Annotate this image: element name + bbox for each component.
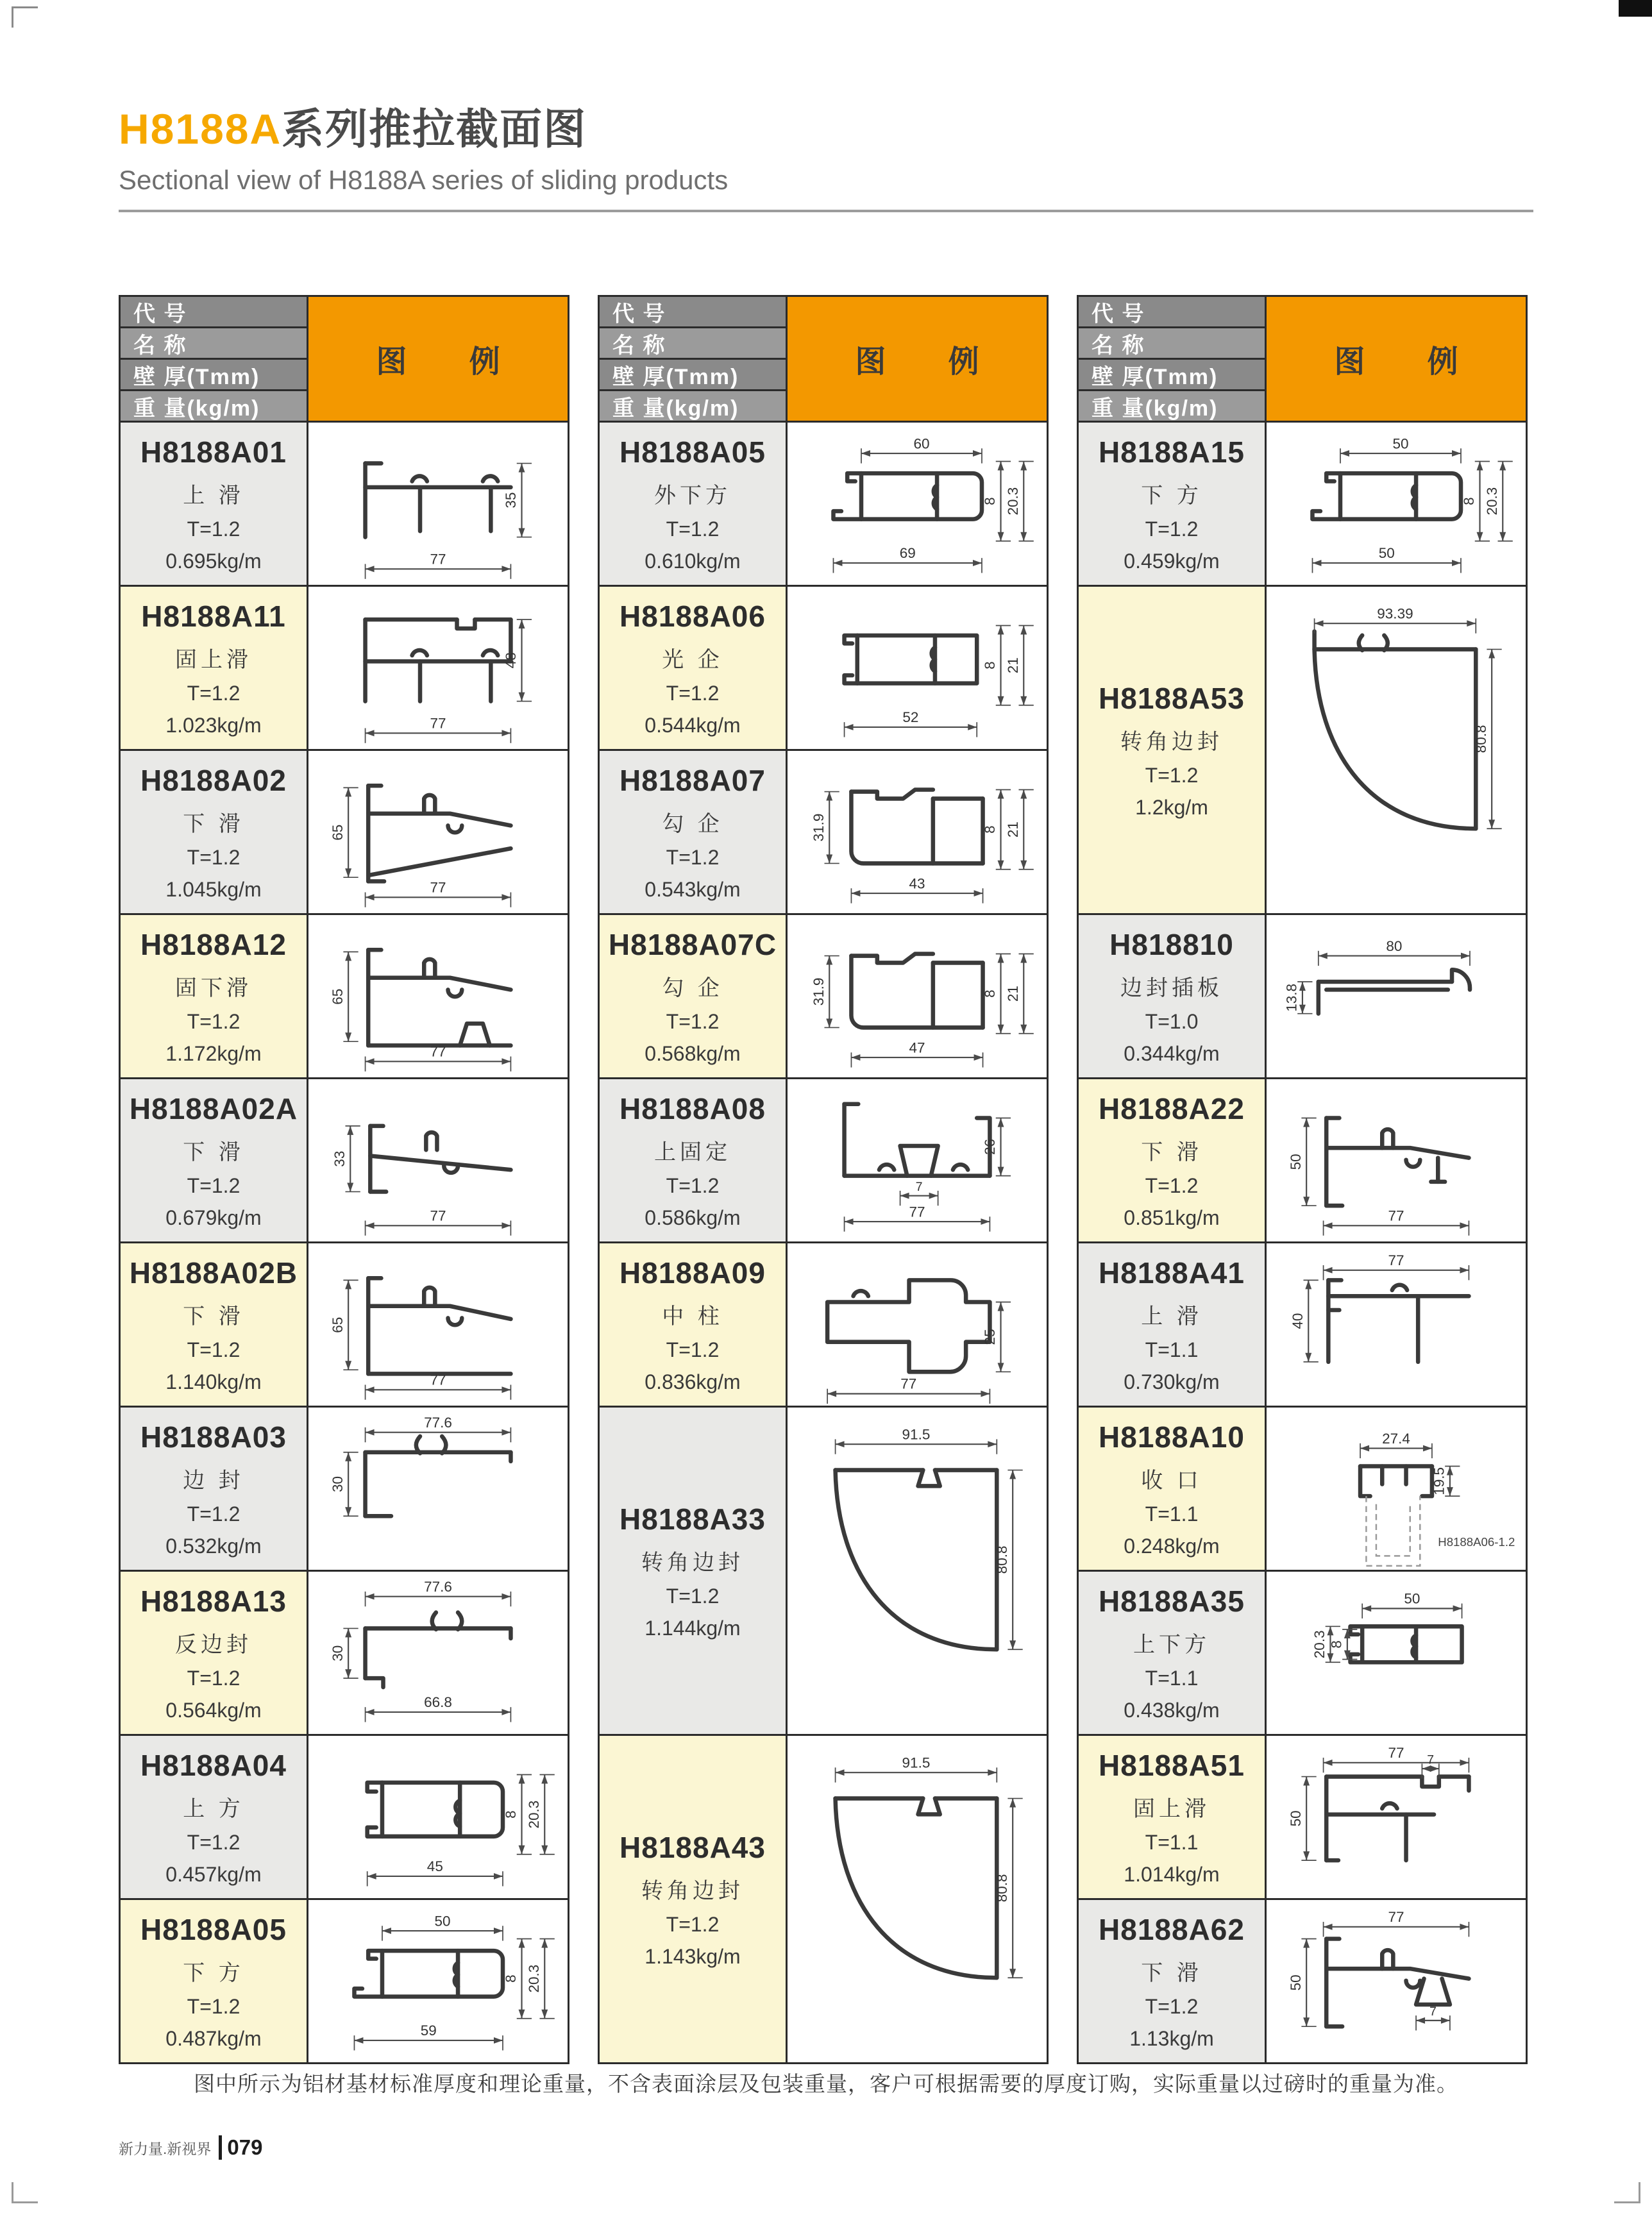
profile-diagram-cell [788,1243,1047,1406]
svg-text:77: 77 [900,1375,917,1392]
profile-diagram-cell [788,1408,1047,1734]
profile-diagram-cell [308,915,568,1077]
svg-text:26: 26 [982,1138,999,1156]
profile-drawing-H8188A53 [1267,587,1526,913]
svg-text:50: 50 [1287,1810,1304,1827]
profile-drawing-H8188A01 [308,423,568,585]
title-series-code: H8188A [119,105,282,153]
profile-drawing-H8188A10 [1267,1408,1526,1570]
profile-diagram-cell [308,1572,568,1734]
profile-name: 上 滑 [1141,1304,1202,1329]
svg-text:8: 8 [982,661,999,669]
profile-name: 中 柱 [662,1304,723,1329]
title-rest: 系列推拉截面图 [282,105,587,153]
profile-drawing-H8188A62 [1267,1900,1526,2062]
profile-diagram-cell [788,751,1047,913]
svg-text:19.5: 19.5 [1431,1467,1447,1495]
profile-label-cell [600,1736,786,2062]
profile-drawing-H8188A41 [1267,1243,1526,1406]
profile-drawing-H8188A13 [308,1572,568,1734]
svg-text:8: 8 [1328,1640,1345,1649]
profile-drawing-H8188A07C [788,915,1047,1077]
profile-label-cell [600,915,786,1077]
svg-text:77: 77 [430,715,446,732]
svg-text:7: 7 [1429,2005,1437,2019]
crop-mark-bottom-right [1614,2182,1640,2203]
profile-label-cell [121,1079,307,1241]
svg-text:91.5: 91.5 [902,1754,931,1771]
profile-weight: 0.438kg/m [1124,1698,1220,1722]
profile-drawing-H8188A02A [308,1079,568,1241]
svg-text:60: 60 [913,435,930,452]
svg-text:8: 8 [503,1974,519,1983]
profile-thickness: T=1.2 [1145,763,1199,787]
profile-thickness: T=1.2 [666,681,720,705]
profile-diagram-cell [308,587,568,749]
profile-code: H8188A07 [620,763,766,797]
profile-thickness: T=1.2 [187,1994,240,2018]
profile-thickness: T=1.2 [187,1666,240,1690]
profile-weight: 0.459kg/m [1124,549,1220,573]
profile-name: 外下方 [654,483,731,508]
svg-text:80.8: 80.8 [993,1545,1010,1574]
profile-label-cell [121,1900,307,2062]
profile-name: 反边封 [175,1632,252,1657]
profile-thickness: T=1.0 [1145,1009,1199,1033]
profile-code: H8188A13 [140,1584,287,1618]
profile-thickness: T=1.2 [187,1173,240,1197]
svg-text:50: 50 [1287,1154,1304,1170]
profile-drawing-H8188A08 [788,1079,1047,1241]
footer-brand: 新力量.新视界 [119,2140,212,2157]
profile-label-cell [600,423,786,585]
profile-thickness: T=1.2 [666,1584,720,1608]
svg-text:21: 21 [1004,657,1021,674]
header-cell-4: 重 量(kg/m) [600,391,786,421]
svg-text:27.4: 27.4 [1382,1430,1410,1447]
profile-diagram-cell [788,1736,1047,2062]
profile-code: H8188A35 [1099,1584,1245,1618]
footnote: 图中所示为铝材基材标准厚度和理论重量，不含表面涂层及包装重量，客户可根据需要的厚度订购，实际重量以过磅时的重量为准。 [194,2072,1458,2096]
profile-diagram-cell [1267,1243,1526,1406]
profile-code: H8188A12 [140,927,287,961]
profile-weight: 1.014kg/m [1124,1862,1220,1886]
profile-thickness: T=1.2 [187,1830,240,1854]
profile-thickness: T=1.1 [1145,1830,1199,1854]
profile-name: 光 企 [662,647,723,672]
svg-text:65: 65 [329,1316,346,1333]
profile-drawing-H8188A15 [1267,423,1526,585]
profile-label-cell [1079,1736,1265,1898]
profile-name: 固下滑 [175,975,252,1000]
svg-text:80.8: 80.8 [993,1874,1010,1903]
profile-label-cell [1079,587,1265,913]
svg-text:25: 25 [982,1329,999,1345]
profile-name: 下 滑 [183,1304,244,1329]
svg-text:8: 8 [1461,497,1478,505]
profile-drawing-H8188A04 [308,1736,568,1898]
svg-text:21: 21 [1004,986,1021,1002]
profile-label-cell [1079,1572,1265,1734]
profile-drawing-H8188A09 [788,1243,1047,1406]
profile-drawing-H8188A06 [788,587,1047,749]
svg-text:77: 77 [1388,1252,1404,1269]
profile-diagram-cell [308,1243,568,1406]
profile-drawing-H8188A33 [788,1408,1047,1734]
header-cell-2: 名 称 [1079,328,1265,358]
profile-weight: 1.13kg/m [1129,2026,1214,2050]
profile-drawing-H818810 [1267,915,1526,1077]
svg-text:93.39: 93.39 [1377,605,1413,622]
profile-weight: 0.487kg/m [165,2026,262,2050]
profile-label-cell [600,1408,786,1734]
legend-header-cell: 图 例 [788,297,1047,421]
profile-label-cell [1079,423,1265,585]
profile-name: 上下方 [1133,1632,1210,1657]
svg-text:65: 65 [329,988,346,1005]
svg-text:H8188A06-1.2: H8188A06-1.2 [1438,1535,1515,1549]
profile-table-3 [1077,295,1528,2064]
profile-name: 固上滑 [175,647,252,672]
profile-diagram-cell [308,1900,568,2062]
profile-thickness: T=1.2 [666,1173,720,1197]
svg-text:21: 21 [1004,821,1021,838]
svg-text:7: 7 [1427,1753,1435,1767]
svg-text:50: 50 [1392,435,1409,452]
profile-diagram-cell [1267,915,1526,1077]
header-cell-2: 名 称 [600,328,786,358]
profile-diagram-cell [308,1736,568,1898]
profile-drawing-H8188A02 [308,751,568,913]
profile-code: H8188A62 [1099,1912,1245,1946]
profile-weight: 1.140kg/m [165,1370,262,1393]
svg-text:33: 33 [331,1150,348,1167]
profile-code: H8188A02A [129,1091,298,1125]
header-cell-4: 重 量(kg/m) [1079,391,1265,421]
profile-diagram-cell [788,915,1047,1077]
profile-diagram-cell [788,423,1047,585]
svg-text:47: 47 [909,1039,925,1056]
profile-diagram-cell [1267,423,1526,585]
profile-weight: 0.543kg/m [645,877,741,901]
profile-table-1 [119,295,569,2064]
profile-label-cell [600,1243,786,1406]
svg-text:77: 77 [430,1043,446,1060]
profile-weight: 0.851kg/m [1124,1206,1220,1229]
profile-diagram-cell [1267,1900,1526,2062]
profile-thickness: T=1.2 [187,845,240,869]
svg-text:77: 77 [1388,1207,1404,1224]
svg-text:80: 80 [1386,938,1403,954]
profile-drawing-H8188A35 [1267,1572,1526,1734]
svg-text:31.9: 31.9 [810,977,827,1006]
profile-name: 勾 企 [662,975,723,1000]
profile-name: 转角边封 [1120,729,1223,754]
profile-weight: 1.143kg/m [645,1944,741,1968]
header-cell-3: 壁 厚(Tmm) [600,360,786,389]
profile-thickness: T=1.1 [1145,1502,1199,1526]
profile-code: H8188A09 [620,1256,766,1290]
profile-thickness: T=1.2 [187,681,240,705]
svg-text:52: 52 [902,709,919,726]
profile-code: H8188A02 [140,763,287,797]
profile-name: 上固定 [654,1139,731,1165]
profile-code: H8188A07C [608,927,777,961]
profile-label-cell [600,1079,786,1241]
page-footer [119,2135,262,2160]
profile-code: H818810 [1109,927,1234,961]
profile-diagram-cell [1267,1079,1526,1241]
profile-label-cell [1079,915,1265,1077]
header-cell-3: 壁 厚(Tmm) [1079,360,1265,389]
svg-text:7: 7 [915,1179,923,1194]
header-cell-1: 代 号 [1079,297,1265,326]
profile-diagram-cell [308,751,568,913]
header-cell-3: 壁 厚(Tmm) [121,360,307,389]
header-cell-1: 代 号 [121,297,307,326]
profile-name: 勾 企 [662,811,723,836]
profile-code: H8188A08 [620,1091,766,1125]
svg-text:20.3: 20.3 [1311,1630,1328,1659]
profile-name: 边 封 [183,1468,244,1493]
profile-drawing-H8188A05 [308,1900,568,2062]
svg-text:8: 8 [982,989,999,998]
legend-header-cell: 图 例 [308,297,568,421]
page-subtitle: Sectional view of H8188A series of sliding products [119,165,729,195]
svg-text:77: 77 [1388,1909,1404,1926]
svg-text:50: 50 [434,1913,451,1930]
svg-text:48: 48 [503,652,519,669]
profile-drawing-H8188A03 [308,1408,568,1570]
profile-drawing-H8188A05 [788,423,1047,585]
header-cell-1: 代 号 [600,297,786,326]
profile-thickness: T=1.1 [1145,1338,1199,1361]
profile-diagram-cell [1267,1572,1526,1734]
profile-weight: 0.457kg/m [165,1862,262,1886]
profile-name: 上 滑 [183,483,244,508]
profile-code: H8188A43 [620,1830,766,1864]
profile-weight: 0.610kg/m [645,549,741,573]
profile-diagram-cell [308,1079,568,1241]
profile-weight: 1.144kg/m [645,1616,741,1640]
svg-text:8: 8 [982,825,999,834]
profile-weight: 0.836kg/m [645,1370,741,1393]
profile-code: H8188A10 [1099,1420,1245,1454]
profile-table-2 [598,295,1049,2064]
profile-weight: 1.023kg/m [165,713,262,737]
profile-label-cell [600,587,786,749]
profile-thickness: T=1.2 [666,1338,720,1361]
svg-text:69: 69 [899,545,916,562]
profile-label-cell [121,915,307,1077]
profile-drawing-H8188A07 [788,751,1047,913]
svg-text:20.3: 20.3 [1004,487,1021,516]
crop-mark-top-left [12,6,38,28]
profile-name: 上 方 [183,1796,244,1821]
profile-code: H8188A04 [140,1748,287,1782]
svg-text:50: 50 [1287,1974,1304,1991]
svg-text:13.8: 13.8 [1283,983,1300,1012]
profile-name: 下 滑 [183,1139,244,1165]
svg-text:77: 77 [430,1372,446,1388]
profile-code: H8188A11 [141,599,286,633]
profile-drawing-H8188A11 [308,587,568,749]
profile-code: H8188A15 [1099,435,1245,469]
profile-label-cell [1079,1900,1265,2062]
profile-code: H8188A02B [129,1256,298,1290]
svg-text:20.3: 20.3 [1483,487,1500,516]
profile-label-cell [1079,1243,1265,1406]
svg-text:43: 43 [909,875,925,892]
profile-weight: 0.586kg/m [645,1206,741,1229]
svg-text:77: 77 [909,1204,925,1220]
svg-text:8: 8 [503,1810,519,1819]
svg-text:20.3: 20.3 [525,1800,542,1829]
profile-code: H8188A03 [140,1420,287,1454]
legend-header-cell: 图 例 [1267,297,1526,421]
profile-diagram-cell [308,1408,568,1570]
svg-text:50: 50 [1378,545,1395,562]
profile-code: H8188A05 [140,1912,287,1946]
page-title [119,95,1533,156]
svg-text:30: 30 [329,1645,346,1661]
profile-drawing-H8188A22 [1267,1079,1526,1241]
profile-drawing-H8188A51 [1267,1736,1526,1898]
svg-text:80.8: 80.8 [1472,725,1489,753]
profile-code: H8188A22 [1099,1091,1245,1125]
profile-label-cell [600,751,786,913]
print-mark-top-right [1619,0,1652,17]
profile-drawing-H8188A02B [308,1243,568,1406]
title-divider [119,210,1533,212]
profile-label-cell [121,1572,307,1734]
svg-text:91.5: 91.5 [902,1426,931,1443]
profile-code: H8188A01 [140,435,287,469]
profile-drawing-H8188A43 [788,1736,1047,2062]
svg-text:8: 8 [982,497,999,505]
svg-text:66.8: 66.8 [424,1694,452,1711]
profile-weight: 1.172kg/m [165,1041,262,1065]
profile-name: 固上滑 [1133,1796,1210,1821]
profile-name: 下 方 [1141,483,1202,508]
profile-weight: 1.2kg/m [1135,795,1208,819]
profile-code: H8188A51 [1099,1748,1245,1782]
profile-code: H8188A41 [1099,1256,1245,1290]
profile-diagram-cell [788,587,1047,749]
profile-label-cell [121,1736,307,1898]
profile-drawing-H8188A12 [308,915,568,1077]
svg-text:65: 65 [329,824,346,841]
svg-text:45: 45 [426,1858,443,1875]
page-header [119,95,1533,212]
profile-name: 收 口 [1141,1468,1202,1493]
profile-thickness: T=1.2 [666,517,720,541]
profile-label-cell [121,1408,307,1570]
profile-weight: 0.730kg/m [1124,1370,1220,1393]
svg-text:77.6: 77.6 [424,1578,452,1595]
profile-code: H8188A05 [620,435,766,469]
crop-mark-bottom-left [12,2182,38,2203]
profile-weight: 0.564kg/m [165,1698,262,1722]
profile-weight: 0.679kg/m [165,1206,262,1229]
profile-diagram-cell [1267,587,1526,913]
profile-thickness: T=1.2 [187,1502,240,1526]
profile-name: 下 滑 [1141,1960,1202,1985]
svg-text:77: 77 [430,879,446,896]
profile-thickness: T=1.1 [1145,1666,1199,1690]
svg-text:30: 30 [329,1476,346,1493]
profile-label-cell [1079,1408,1265,1570]
profile-name: 转角边封 [641,1550,744,1575]
profile-thickness: T=1.2 [187,1338,240,1361]
profile-weight: 0.532kg/m [165,1534,262,1558]
profile-thickness: T=1.2 [666,845,720,869]
header-cell-4: 重 量(kg/m) [121,391,307,421]
svg-text:31.9: 31.9 [810,813,827,842]
profile-weight: 0.568kg/m [645,1041,741,1065]
profile-label-cell [121,423,307,585]
svg-text:35: 35 [503,492,519,509]
svg-text:77: 77 [430,551,446,568]
profile-code: H8188A53 [1099,681,1245,715]
profile-thickness: T=1.2 [187,517,240,541]
profile-weight: 0.248kg/m [1124,1534,1220,1558]
profile-name: 下 滑 [183,811,244,836]
profile-thickness: T=1.2 [1145,1994,1199,2018]
profile-label-cell [121,587,307,749]
profile-weight: 1.045kg/m [165,877,262,901]
profile-label-cell [121,1243,307,1406]
profile-weight: 0.544kg/m [645,713,741,737]
profile-diagram-cell [1267,1408,1526,1570]
profile-diagram-cell [788,1079,1047,1241]
svg-text:40: 40 [1289,1313,1306,1329]
svg-text:20.3: 20.3 [525,1964,542,1993]
profile-name: 下 方 [183,1960,244,1985]
profile-name: 边封插板 [1120,975,1223,1000]
profile-label-cell [1079,1079,1265,1241]
profile-diagram-cell [1267,1736,1526,1898]
profile-thickness: T=1.2 [1145,517,1199,541]
profile-name: 下 滑 [1141,1139,1202,1165]
profile-code: H8188A06 [620,599,766,633]
profile-thickness: T=1.2 [187,1009,240,1033]
profile-weight: 0.344kg/m [1124,1041,1220,1065]
svg-text:50: 50 [1404,1590,1420,1607]
profile-label-cell [121,751,307,913]
footer-page-number: 079 [219,2135,262,2160]
profile-thickness: T=1.2 [666,1009,720,1033]
profile-thickness: T=1.2 [666,1912,720,1936]
svg-text:77: 77 [430,1207,446,1224]
profile-code: H8188A33 [620,1502,766,1536]
svg-text:77: 77 [1388,1745,1404,1762]
svg-text:77.6: 77.6 [424,1414,452,1431]
svg-text:59: 59 [420,2022,437,2039]
profile-diagram-cell [308,423,568,585]
profile-tables [119,295,1528,2064]
profile-weight: 0.695kg/m [165,549,262,573]
header-cell-2: 名 称 [121,328,307,358]
profile-name: 转角边封 [641,1878,744,1903]
profile-thickness: T=1.2 [1145,1173,1199,1197]
